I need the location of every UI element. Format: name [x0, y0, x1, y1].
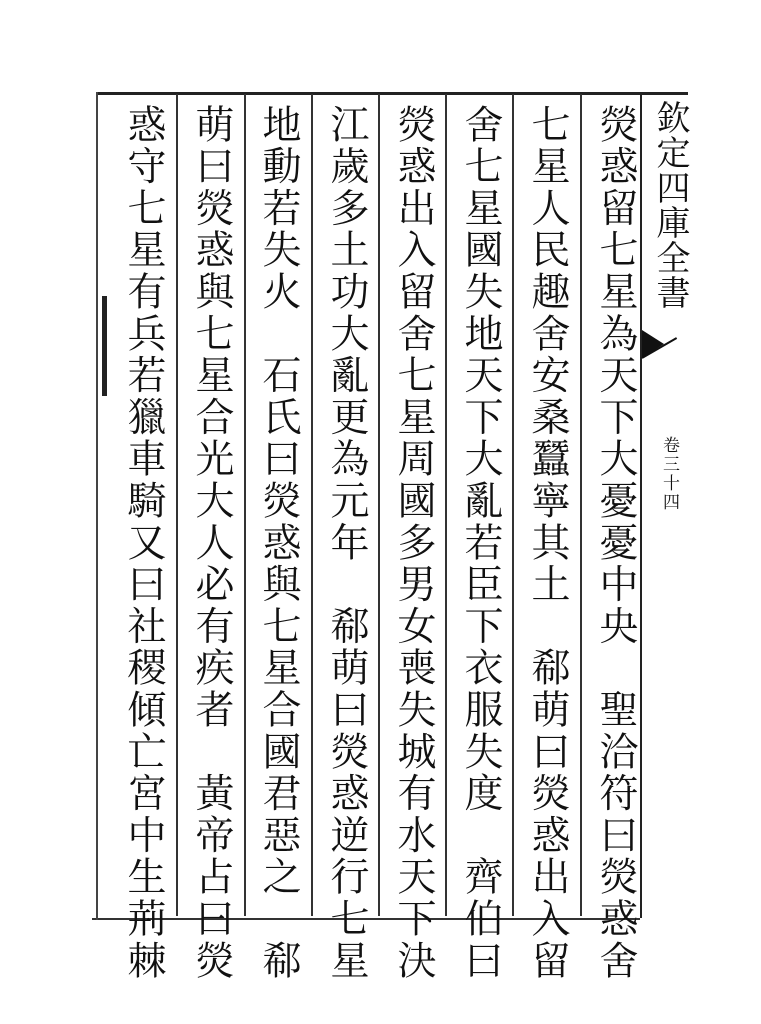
column-rule [176, 94, 178, 916]
text-column-2: 七星人民趣舍安桑蠶寧其土 郗萌曰熒惑出入留 [525, 104, 570, 982]
column-rule [445, 94, 447, 916]
column-rule [580, 94, 582, 916]
frame-left-border [96, 92, 98, 920]
text-column-1: 熒惑留七星為天下大憂憂中央 聖洽符曰熒惑舍 [593, 104, 638, 982]
margin-volume-number: 卷三十四 [659, 436, 679, 512]
column-rule [311, 94, 313, 916]
text-column-3: 舍七星國失地天下大亂若臣下衣服失度 齊伯曰 [458, 104, 503, 982]
column-rule [378, 94, 380, 916]
text-column-4: 熒惑出入留舍七星周國多男女喪失城有水天下決 [391, 104, 436, 982]
frame-top-border [96, 92, 688, 95]
column-rule [512, 94, 514, 916]
frame-left-mark [102, 296, 107, 396]
text-column-8: 惑守七星有兵若獵車騎又曰社稷傾亡宮中生荊棘 [121, 104, 166, 982]
text-column-6: 地動若失火 石氏曰熒惑與七星合國君惡之 郗 [256, 104, 301, 982]
margin-book-title: 欽定四庫全書 [650, 100, 690, 310]
text-column-7: 萌曰熒惑與七星合光大人必有疾者 黃帝占曰熒 [189, 104, 234, 982]
text-column-5: 江歲多土功大亂更為元年 郗萌曰熒惑逆行七星 [324, 104, 369, 982]
